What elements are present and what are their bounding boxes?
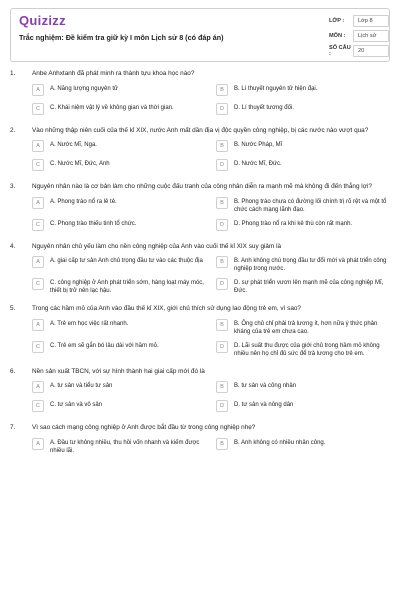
worksheet-title: Trắc nghiệm: Đề kiểm tra giữ kỳ I môn Lịch sử 8 (có đáp án) [19, 33, 224, 42]
option-text: D. sự phát triển vươn lên mạnh mẽ của công nghiệp Mĩ, Đức. [234, 280, 384, 294]
answer-options [10, 140, 390, 173]
answer-option[interactable] [216, 381, 390, 395]
option-text: B. Nước Pháp, Mĩ [234, 142, 283, 148]
meta-label: SỐ CÂU : [329, 44, 351, 57]
question-text: Vì sao cách mạng công nghiệp ở Anh được bắt đầu từ trong công nghiệp nhẹ? [32, 424, 256, 431]
answer-option[interactable] [32, 103, 206, 117]
answer-option[interactable] [216, 159, 390, 173]
answer-options [10, 438, 390, 455]
option-text: B. Anh không có nhiều nhân công. [234, 439, 326, 446]
option-letter-box: B [216, 84, 228, 96]
meta-label: LỚP : [329, 17, 345, 24]
option-text: C. Khái niệm vật lý về không gian và thời gian. [50, 104, 174, 111]
answer-option[interactable] [32, 219, 206, 233]
option-text: A. Đầu tư không nhiều, thu hồi vốn nhanh và kiếm được nhiều lãi. [50, 439, 200, 454]
option-letter-box: A [32, 438, 44, 450]
question-text: Nền sản xuất TBCN, với sự hình thành hai giai cấp mới đó là [32, 367, 205, 375]
question-header [10, 127, 390, 136]
option-text: D. Phong trào nổ ra khi kẻ thù còn rất mạnh. [234, 220, 353, 227]
option-letter-box: C [32, 103, 44, 115]
question-item [10, 127, 390, 174]
answer-option[interactable] [32, 341, 206, 358]
worksheet-header [10, 8, 390, 62]
meta-label: MÔN : [329, 32, 346, 39]
option-letter-box: C [32, 159, 44, 171]
answer-option[interactable] [32, 197, 206, 214]
option-text: B. Anh không chú trọng đầu tư đổi mới và phát triển công nghiệp trong nước. [234, 258, 387, 272]
option-text: B. Lí thuyết nguyên tử hiện đại. [234, 85, 318, 92]
answer-options [10, 381, 390, 414]
meta-row [329, 28, 389, 43]
option-text: A. tư sản và tiểu tư sản [50, 383, 113, 389]
answer-option[interactable] [216, 278, 390, 295]
option-text: B. Ông chủ chỉ phải trả lương ít, hơn nữa ý thức phản kháng của trẻ em chưa cao. [234, 320, 378, 335]
quizizz-logo: Quizizz [19, 13, 66, 28]
answer-option[interactable] [32, 278, 206, 295]
option-letter-box: C [32, 341, 44, 353]
answer-option[interactable] [216, 140, 390, 154]
option-letter-box: C [32, 400, 44, 412]
answer-option[interactable] [216, 219, 390, 233]
option-letter-box: D [216, 341, 228, 353]
answer-option[interactable] [32, 140, 206, 154]
option-text: A. Năng lượng nguyên tử [50, 85, 119, 92]
question-header [10, 183, 390, 192]
answer-option[interactable] [32, 256, 206, 273]
option-letter-box: A [32, 381, 44, 393]
worksheet-meta [329, 13, 389, 58]
option-text: C. Phong trào thiếu tinh tổ chức. [50, 220, 137, 227]
question-item [10, 424, 390, 455]
answer-option[interactable] [216, 197, 390, 214]
question-header [10, 424, 390, 433]
meta-value-field: 20 [353, 45, 389, 57]
question-list [10, 70, 390, 465]
option-letter-box: C [32, 219, 44, 231]
answer-option[interactable] [216, 256, 390, 273]
meta-row [329, 43, 389, 58]
option-letter-box: C [32, 278, 44, 290]
answer-option[interactable] [216, 400, 390, 414]
answer-option[interactable] [216, 438, 390, 455]
option-letter-box: B [216, 140, 228, 152]
option-text: C. tư sản và vô sản [50, 402, 103, 408]
option-text: D. Lãi suất thu được của giới chủ trong hầm mỏ không nhiều nên họ chỉ đủ sức để trả lương cho trẻ em. [234, 342, 380, 357]
option-text: A. giai cấp tư sản Anh chủ trọng đầu tư vào các thuộc địa [50, 258, 203, 264]
question-header [10, 70, 390, 79]
question-text: Nguyên nhân nào là cơ bản làm cho những cuộc đấu tranh của công nhân diễn ra mạnh mẽ mà không đi đến thắng lợi? [32, 183, 372, 190]
option-text: D. tư sản và nông dân [234, 402, 294, 408]
answer-option[interactable] [216, 84, 390, 98]
option-letter-box: D [216, 159, 228, 171]
answer-option[interactable] [32, 381, 206, 395]
question-header [10, 243, 390, 252]
option-letter-box: A [32, 197, 44, 209]
question-text: Nguyên nhân chủ yếu làm cho nền công nghiệp của Anh vào cuối thế kỉ XIX suy giảm là [32, 242, 282, 250]
meta-value-field: Lớp 8 [353, 15, 389, 27]
option-letter-box: B [216, 438, 228, 450]
question-number: 6. [10, 367, 16, 375]
question-item [10, 183, 390, 233]
answer-options [10, 84, 390, 117]
question-number: 1. [10, 70, 16, 77]
question-text: Trong các hầm mỏ của Anh vào đầu thế kỉ XIX, giới chủ thích sử dụng lao động trẻ em, vì sao? [32, 305, 301, 312]
question-number: 2. [10, 126, 16, 134]
option-text: A. Trẻ em học việc rất nhanh. [50, 320, 129, 327]
question-number: 7. [10, 424, 16, 431]
option-text: C. Nước Mĩ, Đức, Anh [50, 161, 110, 167]
meta-value-field: Lịch sử [353, 30, 389, 42]
question-text: Vào những thập niên cuối của thế kỉ XIX, nước Anh mất dần địa vị độc quyền công nghiệp, bị các nước nào vượt qua? [32, 126, 369, 134]
answer-option[interactable] [216, 103, 390, 117]
option-text: A. Phong trào nổ ra lẻ tẻ. [50, 198, 117, 205]
answer-option[interactable] [32, 84, 206, 98]
option-text: A. Nước Mĩ, Nga. [50, 142, 97, 148]
answer-option[interactable] [32, 319, 206, 336]
question-text: Anbe Anhxtanh đã phát minh ra thành tựu khoa học nào? [32, 70, 195, 77]
question-item [10, 243, 390, 296]
answer-option[interactable] [216, 319, 390, 336]
answer-options [10, 197, 390, 233]
option-text: D. Nước Mĩ, Đức. [234, 161, 282, 167]
option-letter-box: A [32, 140, 44, 152]
answer-option[interactable] [32, 159, 206, 173]
answer-options [10, 256, 390, 295]
question-item [10, 70, 390, 117]
option-letter-box: D [216, 219, 228, 231]
option-letter-box: B [216, 197, 228, 209]
option-letter-box: A [32, 84, 44, 96]
meta-row [329, 13, 389, 28]
option-letter-box: D [216, 278, 228, 290]
option-letter-box: B [216, 256, 228, 268]
question-number: 3. [10, 183, 16, 190]
option-text: D. Lí thuyết tương đối. [234, 104, 294, 111]
option-text: C. công nghiệp ở Anh phát triển sớm, hàng loạt máy móc, thiết bị trở nên lạc hậu. [50, 280, 204, 294]
option-letter-box: A [32, 256, 44, 268]
option-letter-box: A [32, 319, 44, 331]
answer-options [10, 319, 390, 358]
option-text: C. Trẻ em sẽ gắn bó lâu dài với hầm mỏ. [50, 342, 159, 349]
answer-option[interactable] [32, 438, 206, 455]
question-header [10, 305, 390, 314]
answer-option[interactable] [32, 400, 206, 414]
answer-option[interactable] [216, 341, 390, 358]
question-number: 5. [10, 305, 16, 312]
option-text: B. tư sản và công nhân [234, 383, 297, 389]
option-letter-box: B [216, 381, 228, 393]
question-header [10, 368, 390, 377]
question-number: 4. [10, 242, 16, 250]
option-letter-box: D [216, 103, 228, 115]
question-item [10, 368, 390, 415]
option-text: B. Phong trào chưa có đường lối chính trị rõ rệt và một tổ chức cách mạng lãnh đạo. [234, 198, 387, 213]
option-letter-box: D [216, 400, 228, 412]
option-letter-box: B [216, 319, 228, 331]
question-item [10, 305, 390, 358]
